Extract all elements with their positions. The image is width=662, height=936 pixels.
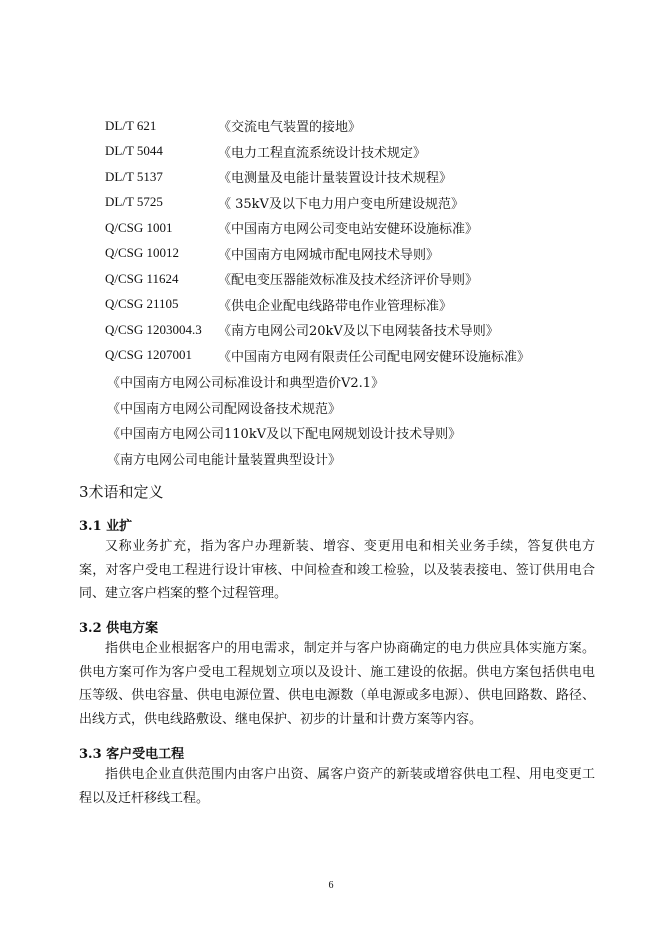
standard-title: 《供电企业配电线路带电作业管理标准》 — [218, 298, 453, 314]
standard-title: 《 35kV及以下电力用户变电所建设规范》 — [218, 196, 464, 212]
standard-code: Q/CSG 21105 — [105, 296, 179, 312]
standard-title: 《中国南方电网公司变电站安健环设施标准》 — [218, 222, 479, 238]
standard-title: 《交流电气装置的接地》 — [218, 120, 362, 136]
standard-title: 《电力工程直流系统设计技术规定》 — [218, 145, 427, 161]
standard-code: DL/T 621 — [105, 117, 157, 133]
document-item: 《南方电网公司电能计量装置典型设计》 — [107, 452, 342, 468]
term-definition: 指供电企业直供范围内由客户出资、属客户资产的新装或增容供电工程、用电变更工程以及迁杆移线工程。 — [79, 767, 595, 806]
standard-title: 《电测量及电能计量装置设计技术规程》 — [218, 171, 453, 187]
term-definition: 又称业务扩充，指为客户办理新装、增容、变更用电和相关业务手续，答复供电方案，对客户受电工程进行设计审核、中间检查和竣工检验，以及装表接电、签订供用电合同、建立客户档案的整个过程管理。 — [79, 539, 595, 602]
document-item: 《中国南方电网公司标准设计和典型造价V2.1》 — [107, 376, 385, 392]
standard-row — [105, 164, 530, 190]
standard-title: 《配电变压器能效标准及技术经济评价导则》 — [218, 273, 479, 289]
standard-row — [105, 343, 530, 369]
section-heading: 3术语和定义 — [79, 483, 164, 501]
standard-code: DL/T 5137 — [105, 168, 163, 184]
standard-row — [105, 139, 530, 165]
term-heading: 3.3 客户受电工程 — [79, 747, 185, 762]
standard-code: Q/CSG 1001 — [105, 219, 173, 235]
term-heading: 3.1 业扩 — [79, 519, 133, 534]
standard-row — [105, 190, 530, 216]
standards-list — [105, 113, 530, 368]
standard-title: 《中国南方电网有限责任公司配电网安健环设施标准》 — [218, 349, 531, 365]
standard-row — [105, 241, 530, 267]
standard-row — [105, 266, 530, 292]
standard-code: Q/CSG 10012 — [105, 245, 180, 261]
standard-row — [105, 215, 530, 241]
standard-title: 《中国南方电网城市配电网技术导则》 — [218, 247, 440, 263]
standard-code: DL/T 5725 — [105, 194, 163, 210]
standard-row — [105, 292, 530, 318]
term-definition: 指供电企业根据客户的用电需求，制定并与客户协商确定的电力供应具体实施方案。供电方案可作为客户受电工程规划立项以及设计、施工建设的依据。供电方案包括供电电压等级、供电容量、供电电源位置、供电电源数（单电源或多电源）、供电回路数、路径、出线方式，供电线路敷设、继电保护、初步的计量和计费方案等内容。 — [79, 641, 595, 728]
page-number: 6 — [328, 880, 334, 891]
standard-code: Q/CSG 11624 — [105, 270, 179, 286]
standard-code: Q/CSG 1207001 — [105, 347, 193, 363]
standard-code: Q/CSG 1203004.3 — [105, 321, 202, 337]
standard-title: 《南方电网公司20kV及以下电网装备技术导则》 — [218, 324, 499, 340]
term-heading: 3.2 供电方案 — [79, 621, 159, 636]
document-item: 《中国南方电网公司110kV及以下配电网规划设计技术导则》 — [107, 427, 462, 443]
document-item: 《中国南方电网公司配网设备技术规范》 — [107, 401, 342, 417]
standard-row — [105, 113, 530, 139]
standard-row — [105, 317, 530, 343]
standard-code: DL/T 5044 — [105, 143, 163, 159]
documents-list — [107, 369, 461, 471]
